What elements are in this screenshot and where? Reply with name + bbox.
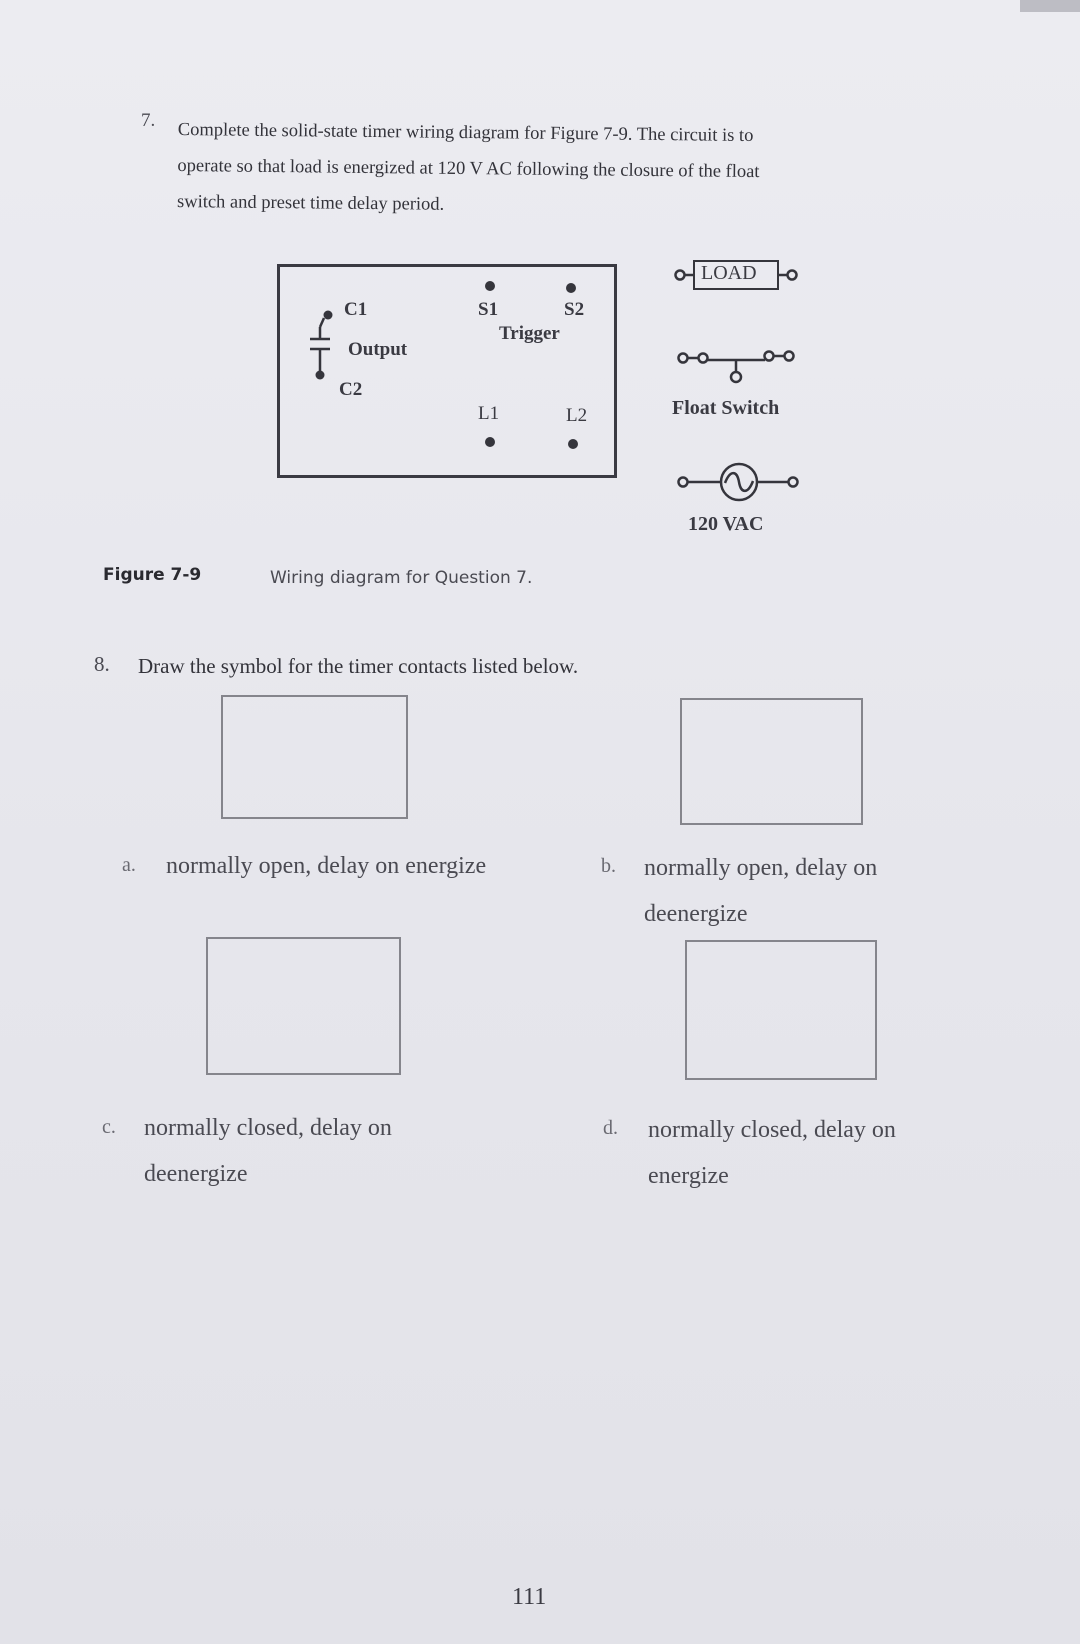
float-switch-symbol [677,348,799,388]
item-d-letter: d. [603,1117,618,1139]
item-a-line-1: normally open, delay on energize [166,853,487,879]
answer-box-d[interactable] [685,940,877,1080]
item-c-line-1: normally closed, delay on [144,1115,392,1141]
float-switch-label: Float Switch [672,397,780,419]
item-b-letter: b. [601,855,616,877]
l1-label: L1 [478,403,500,424]
item-d-line-1: normally closed, delay on [648,1117,896,1143]
item-c-letter: c. [102,1116,116,1138]
l2-label: L2 [566,405,588,426]
s2-label: S2 [564,299,585,320]
trigger-label: Trigger [499,323,560,344]
page-number: 111 [512,1584,547,1610]
item-b-line-1: normally open, delay on [644,855,878,881]
item-b-line-2: deenergize [644,901,748,927]
question-8-number: 8. [94,652,110,676]
item-a-letter: a. [122,854,136,876]
item-a-text [166,843,486,889]
l1-terminal [485,437,495,447]
question-7-line-1: Complete the solid-state timer wiring diagram for Figure 7-9. The circuit is to [177,119,754,147]
ac-source-symbol [677,462,801,502]
figure-caption: Wiring diagram for Question 7. [270,568,533,588]
l2-terminal [568,439,578,449]
question-7-line-2: operate so that load is energized at 120 V AC following the closure of the float [177,155,760,183]
question-7-number: 7. [141,110,156,131]
s2-terminal [566,283,576,293]
vac-label: 120 VAC [688,513,764,535]
timer-module-box [277,264,617,478]
item-d-line-2: energize [648,1163,729,1189]
answer-box-c[interactable] [206,937,401,1075]
item-d-text [648,1107,896,1199]
output-label: Output [348,339,408,360]
question-7-text [177,112,760,226]
s1-terminal [485,281,495,291]
figure-label: Figure 7-9 [103,565,202,585]
item-c-text [144,1105,392,1197]
answer-box-a[interactable] [221,695,408,819]
page-edge-shadow [1020,0,1080,12]
s1-label: S1 [478,299,499,320]
output-contact-symbol [302,309,342,399]
load-label: LOAD [701,262,757,284]
c2-label: C2 [339,379,363,400]
question-7-line-3: switch and preset time delay period. [176,191,445,215]
question-8-text: Draw the symbol for the timer contacts listed below. [138,654,579,678]
item-b-text [644,845,877,937]
answer-box-b[interactable] [680,698,863,825]
c1-label: C1 [344,299,368,320]
item-c-line-2: deenergize [144,1161,248,1187]
